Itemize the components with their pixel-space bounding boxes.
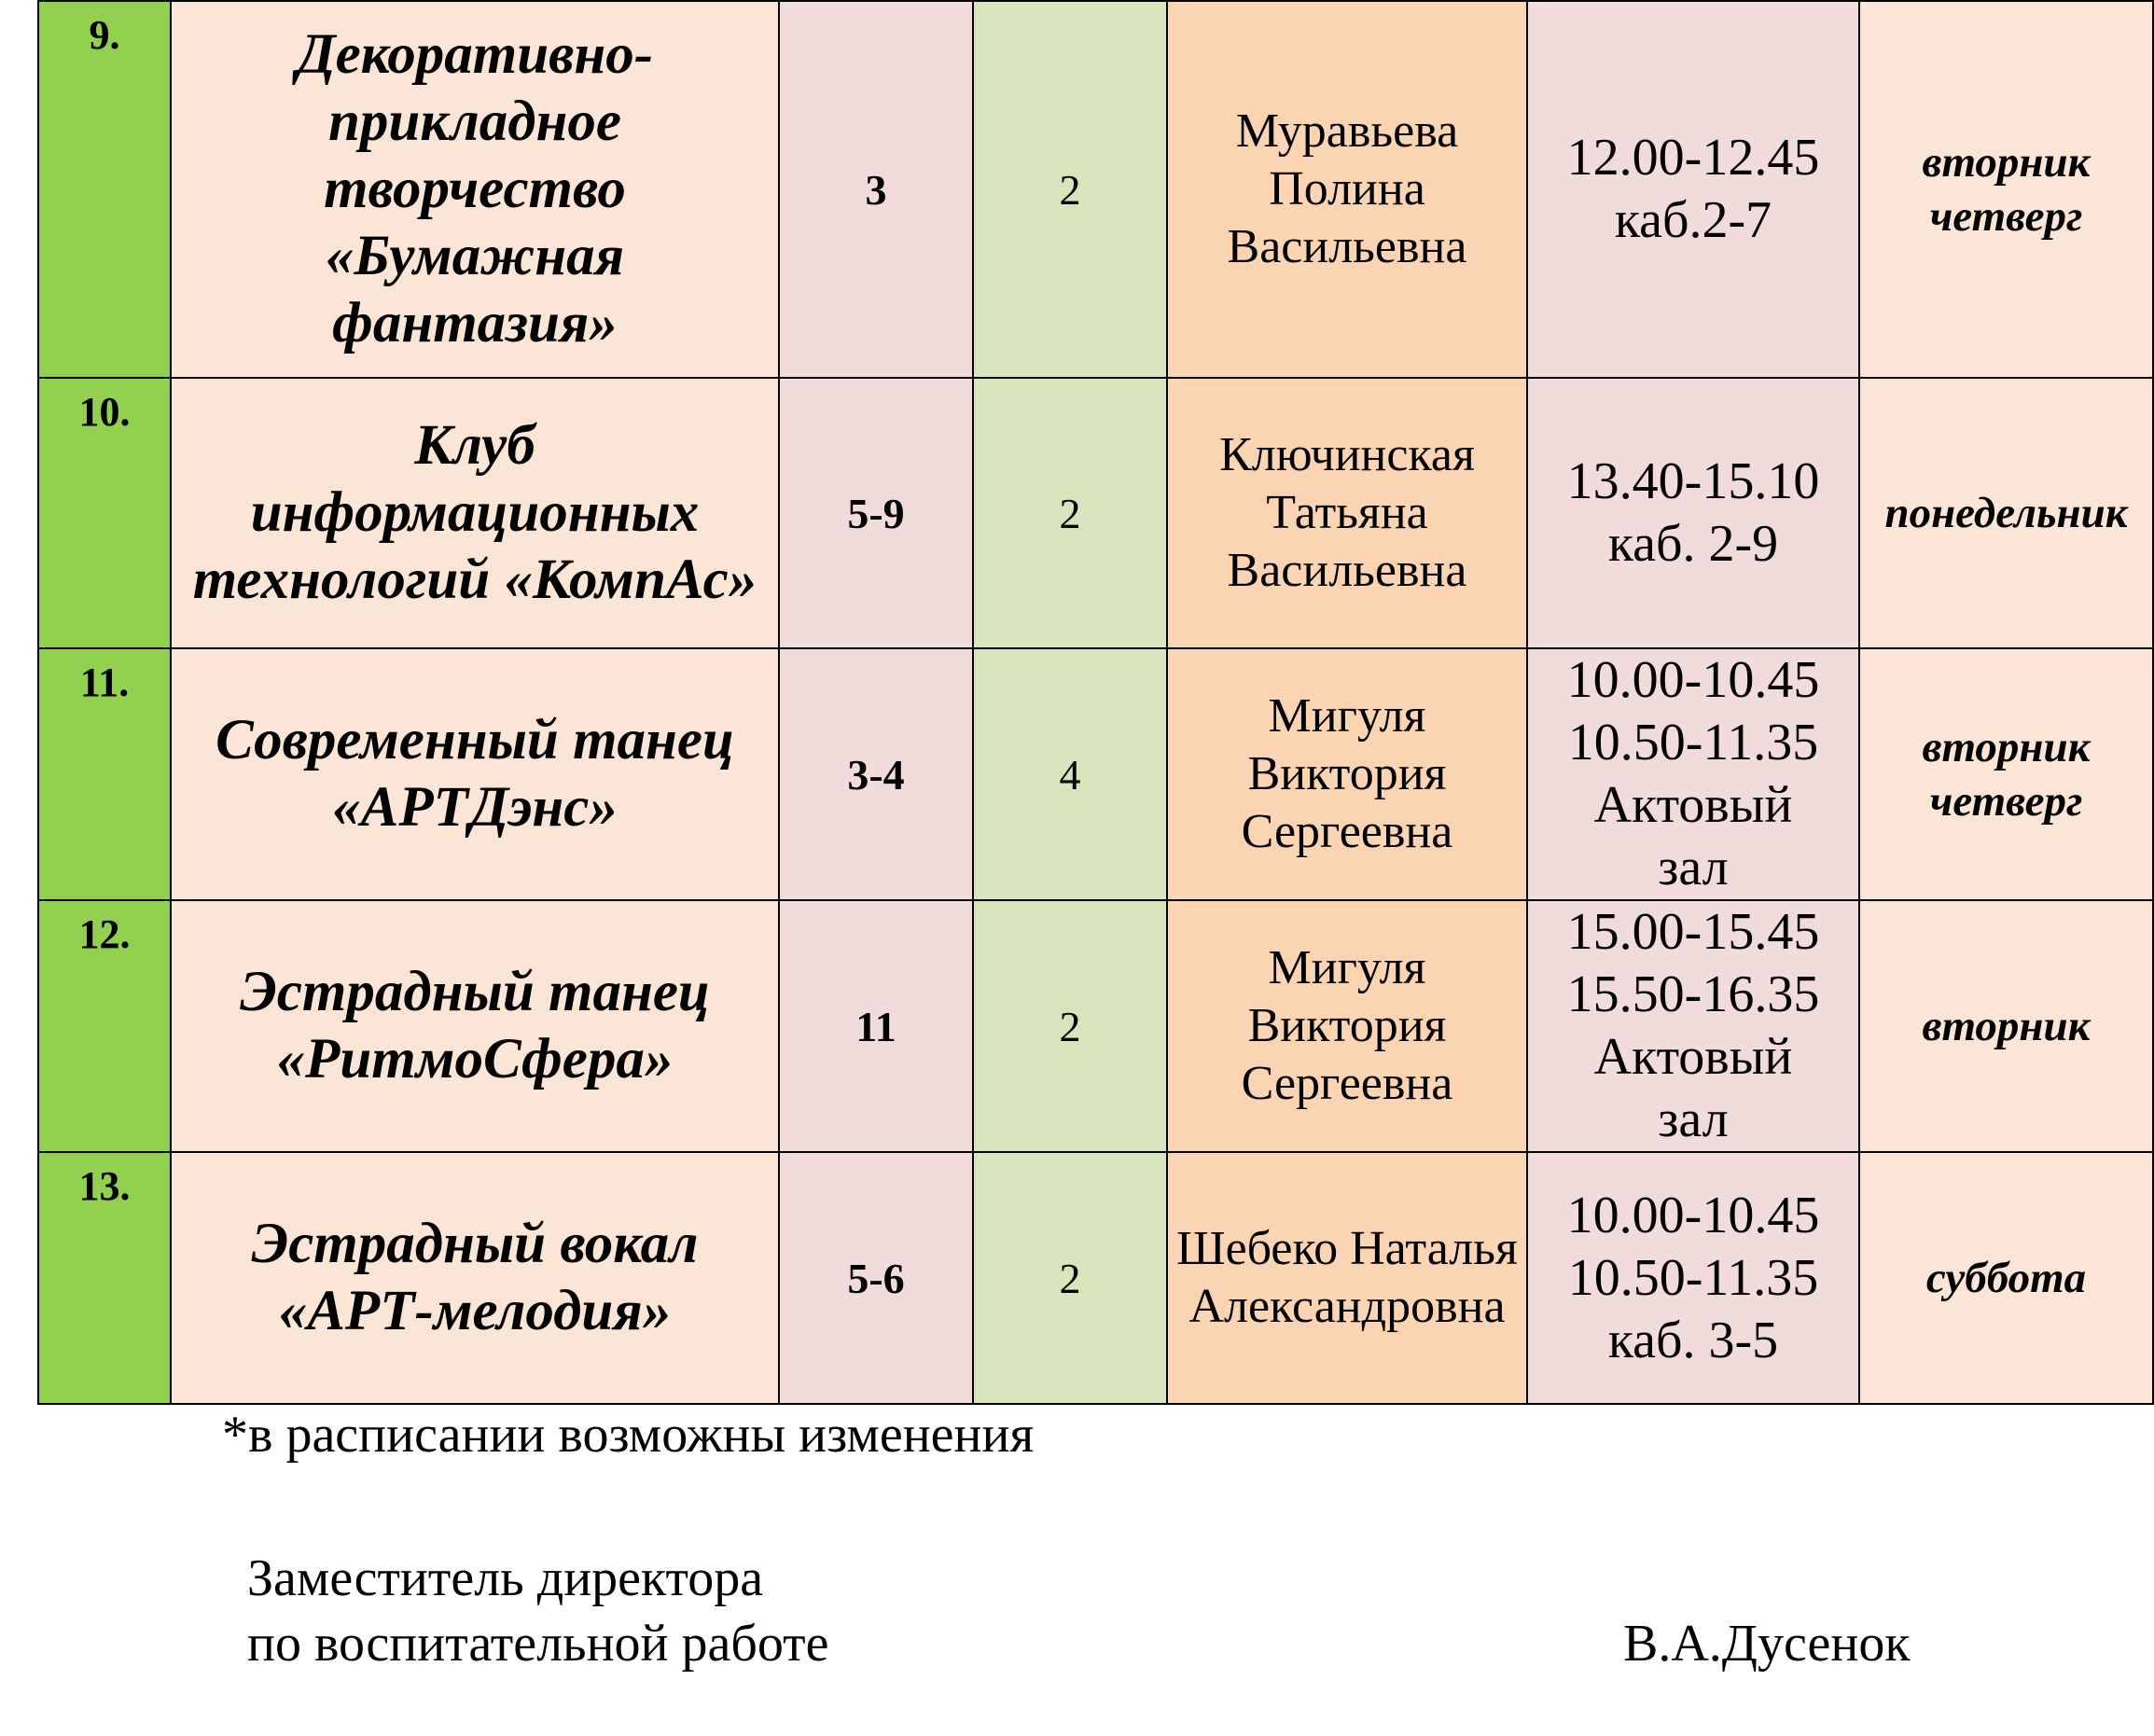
time-line: 13.40-15.10 [1566, 452, 1820, 510]
table-row [38, 1152, 2153, 1404]
table-row [38, 648, 2153, 900]
time-line: каб.2-7 [1614, 191, 1772, 249]
table-row [38, 1, 2153, 378]
row-number-cell [38, 1152, 171, 1404]
table-row [38, 378, 2153, 648]
row-number: 11. [79, 660, 130, 705]
club-name-cell [171, 1152, 779, 1404]
time-line: зал [1658, 839, 1729, 896]
grade: 5-9 [847, 489, 905, 537]
club-name-cell [171, 1, 779, 378]
grade: 3 [865, 165, 887, 214]
hours-cell [973, 648, 1167, 900]
days-cell [1859, 900, 2153, 1152]
club-name: Эстрадный танец «РитмоСфера» [240, 961, 710, 1090]
grade-cell [779, 900, 973, 1152]
time-line: Актовый [1593, 776, 1793, 834]
hours-cell [973, 1, 1167, 378]
row-number: 12. [78, 911, 131, 957]
row-number-cell [38, 900, 171, 1152]
hours-cell [973, 1152, 1167, 1404]
days-cell [1859, 1152, 2153, 1404]
days: понедельник [1884, 489, 2128, 537]
row-number: 9. [89, 12, 120, 58]
time-line: 10.50-11.35 [1567, 714, 1819, 771]
grade-cell [779, 648, 973, 900]
club-name-cell [171, 648, 779, 900]
teacher-name: Мигуля Виктория Сергеевна [1241, 689, 1453, 858]
time-line: 10.00-10.45 [1566, 651, 1820, 709]
days: вторник [1922, 1002, 2091, 1050]
time-cell [1527, 900, 1859, 1152]
teacher-name: Шебеко Наталья Александровна [1176, 1222, 1518, 1333]
teacher-name: Муравьева Полина Васильевна [1227, 104, 1467, 273]
club-name-cell [171, 900, 779, 1152]
signer-title-line: Заместитель директора [247, 1549, 764, 1607]
time-line: 12.00-12.45 [1566, 129, 1820, 187]
grade: 3-4 [847, 750, 905, 799]
teacher-cell [1167, 378, 1527, 648]
time-cell [1527, 648, 1859, 900]
signer-title-line: по воспитательной работе [247, 1615, 829, 1673]
signer-title [247, 1546, 828, 1676]
days: вторник четверг [1922, 138, 2091, 241]
time-line: 10.50-11.35 [1567, 1248, 1819, 1307]
hours-cell [973, 900, 1167, 1152]
teacher-cell [1167, 1, 1527, 378]
hours: 2 [1059, 165, 1081, 214]
club-name: Клуб информационных технологий «КомпАс» [192, 414, 757, 611]
table-row [38, 900, 2153, 1152]
teacher-cell [1167, 900, 1527, 1152]
hours: 4 [1059, 750, 1081, 799]
club-name: Эстрадный вокал «АРТ-мелодия» [251, 1213, 699, 1342]
row-number: 10. [78, 389, 131, 435]
days-cell [1859, 648, 2153, 900]
club-name: Современный танец «АРТДэнс» [215, 709, 734, 839]
teacher-name: Ключинская Татьяна Васильевна [1219, 428, 1475, 597]
time-cell [1527, 1152, 1859, 1404]
row-number-cell [38, 1, 171, 378]
grade-cell [779, 1, 973, 378]
grade: 5-6 [847, 1254, 905, 1302]
days-cell [1859, 378, 2153, 648]
time-line: 10.00-10.45 [1566, 1186, 1820, 1244]
row-number: 13. [78, 1163, 131, 1209]
hours: 2 [1059, 1002, 1081, 1050]
grade-cell [779, 1152, 973, 1404]
time-line: каб. 3-5 [1607, 1311, 1779, 1369]
schedule-table [37, 0, 2154, 1405]
time-line: Актовый [1593, 1028, 1793, 1086]
days-cell [1859, 1, 2153, 378]
signer-name: В.А.Дусенок [1623, 1615, 1911, 1673]
teacher-cell [1167, 648, 1527, 900]
hours-cell [973, 378, 1167, 648]
hours: 2 [1059, 1254, 1081, 1302]
row-number-cell [38, 648, 171, 900]
time-line: 15.00-15.45 [1566, 903, 1820, 961]
days: вторник четверг [1922, 723, 2091, 826]
time-line: 15.50-16.35 [1566, 965, 1820, 1023]
grade-cell [779, 378, 973, 648]
schedule-footnote: *в расписании возможны изменения [222, 1406, 1035, 1464]
row-number-cell [38, 378, 171, 648]
time-line: каб. 2-9 [1607, 515, 1779, 573]
time-line: зал [1658, 1090, 1729, 1148]
club-name-cell [171, 378, 779, 648]
teacher-name: Мигуля Виктория Сергеевна [1241, 941, 1453, 1110]
days: суббота [1925, 1254, 2087, 1302]
time-cell [1527, 378, 1859, 648]
time-cell [1527, 1, 1859, 378]
hours: 2 [1059, 489, 1081, 537]
teacher-cell [1167, 1152, 1527, 1404]
grade: 11 [855, 1002, 896, 1050]
club-name: Декоративно-прикладное творчество «Бумажная фантазия» [296, 23, 654, 354]
